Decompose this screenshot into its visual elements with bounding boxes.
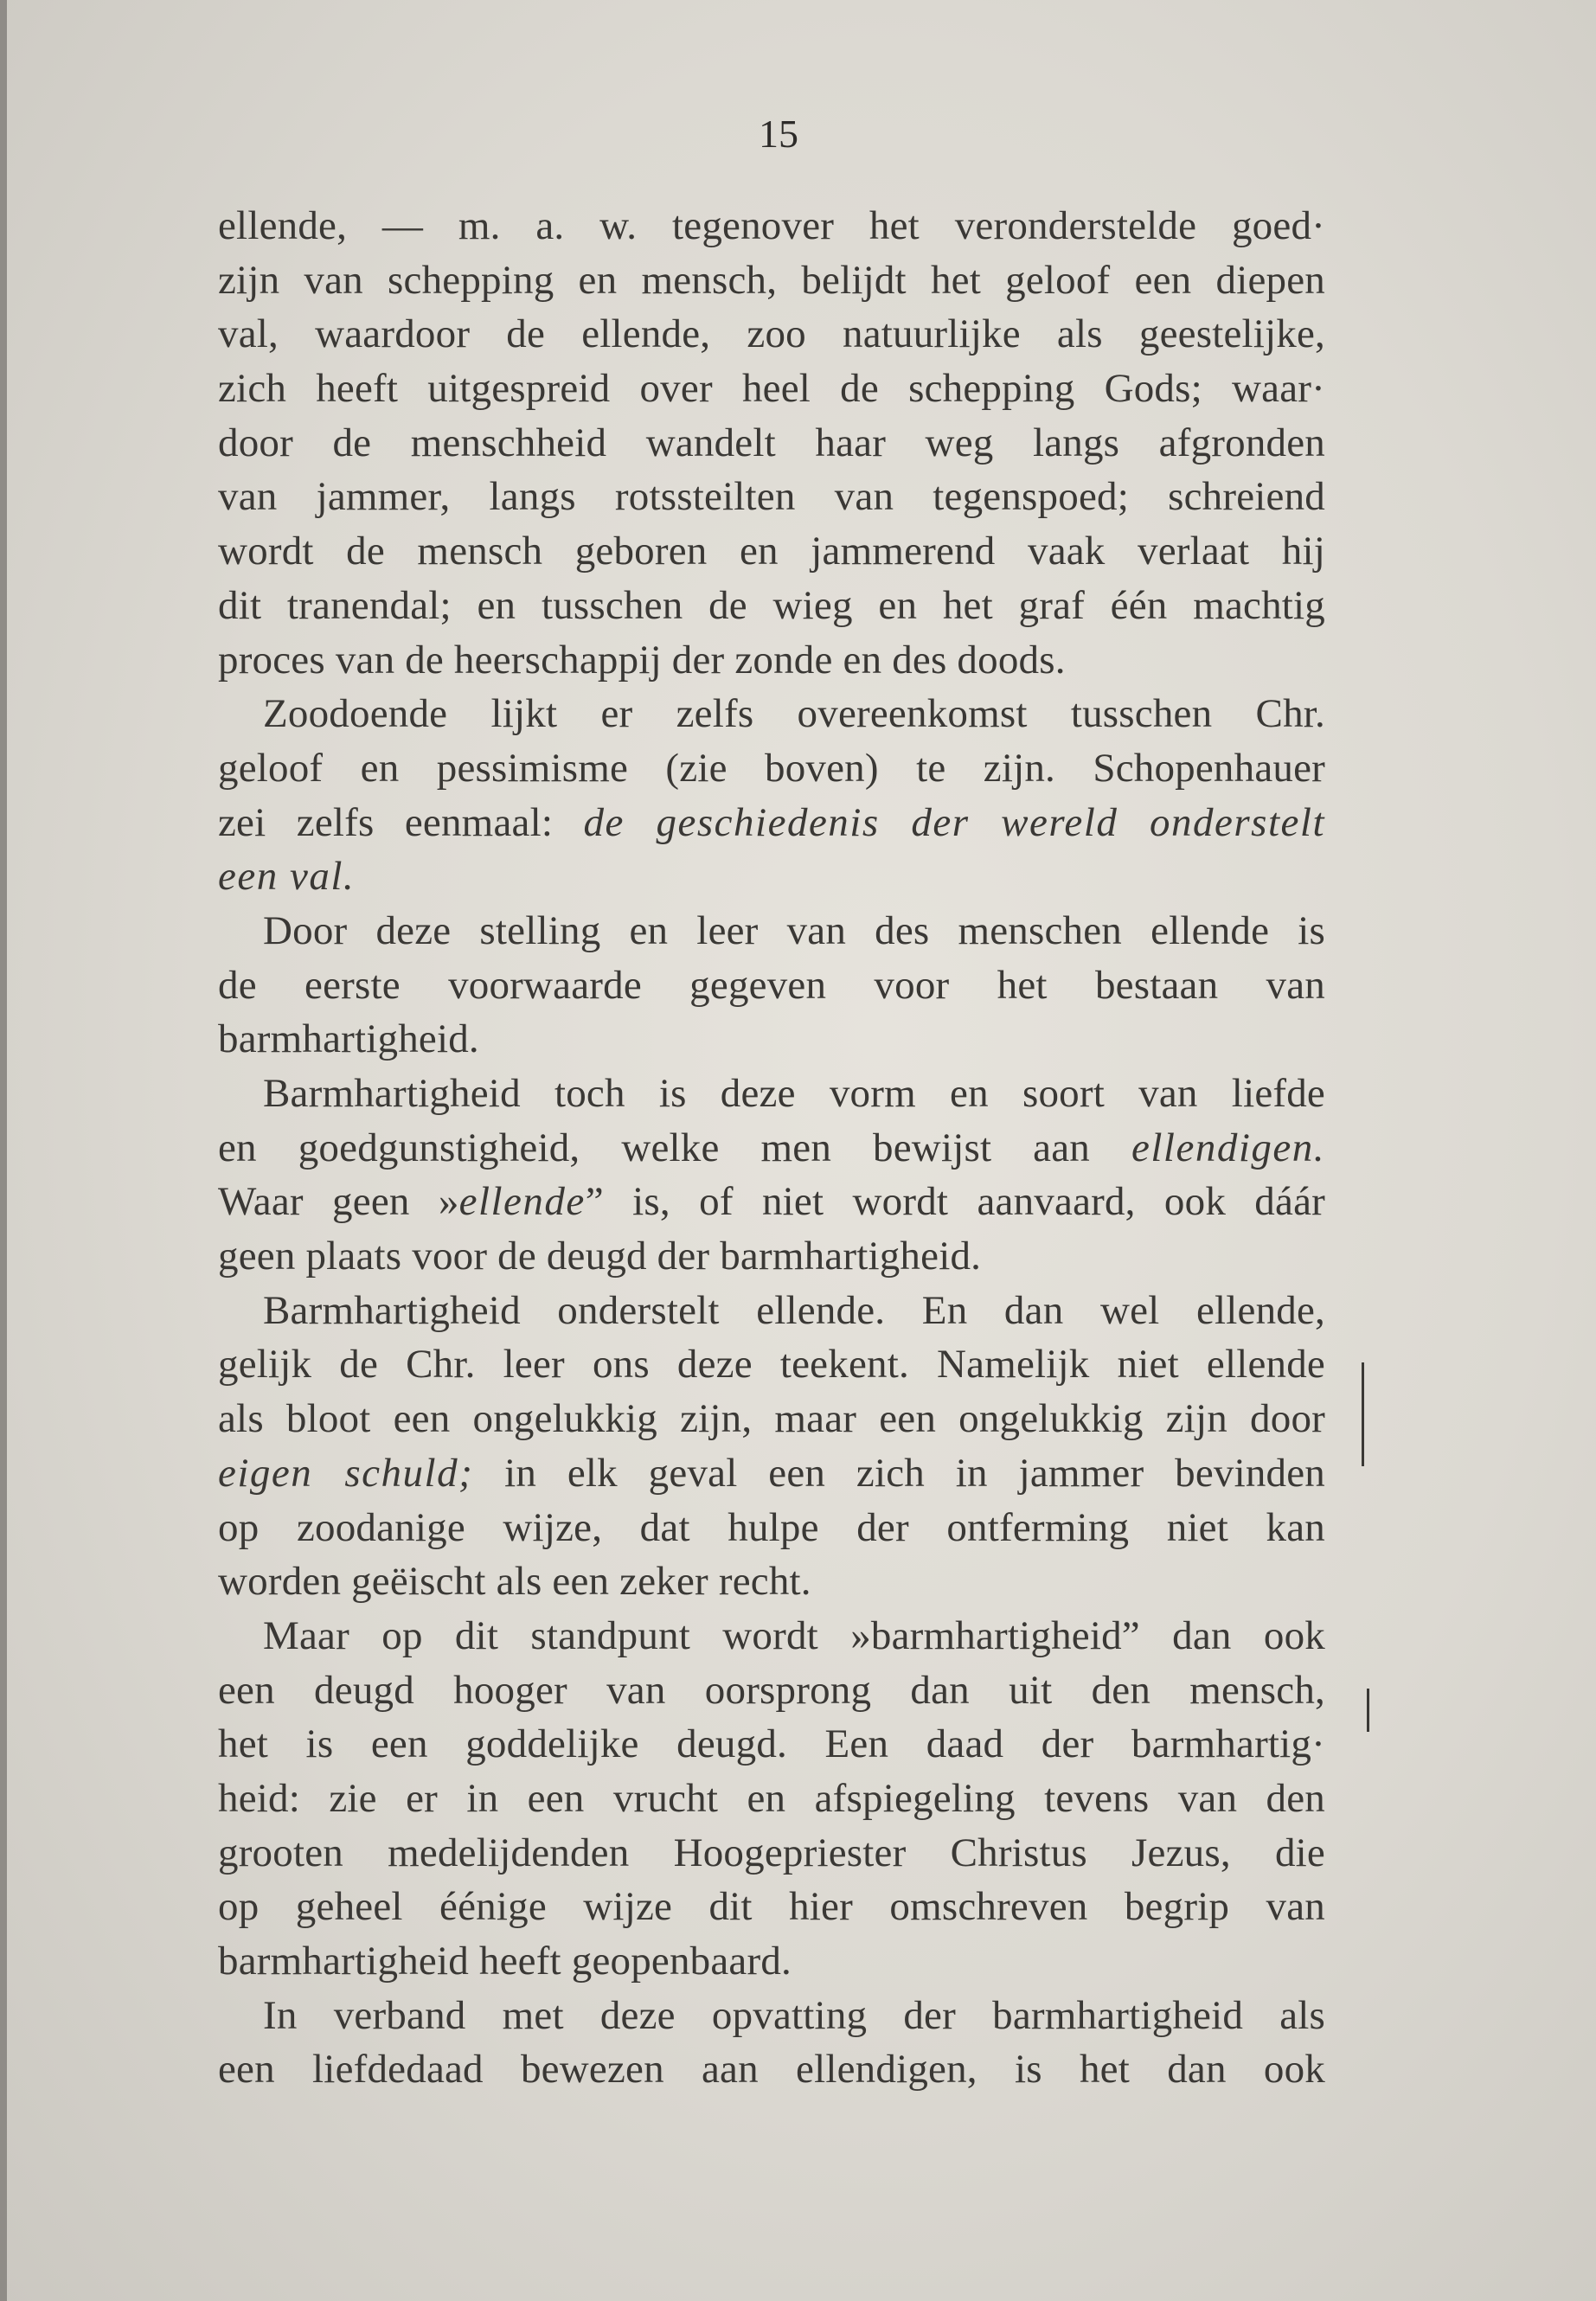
text-line: van jammer, langs rotssteilten van tegenspoed; schreiend <box>218 474 1325 520</box>
text-line: zijn van schepping en mensch, belijdt het geloof een diepen <box>218 257 1325 303</box>
text-line: een liefdedaad bewezen aan ellendigen, is het dan ook <box>218 2047 1325 2093</box>
text-line: In verband met deze opvatting der barmhartigheid als <box>263 1992 1325 2038</box>
text-line: op geheel éénige wijze dit hier omschreven begrip van <box>218 1884 1325 1930</box>
text-line: gelijk de Chr. leer ons deze teekent. Namelijk niet ellende <box>218 1342 1325 1388</box>
text-line: grooten medelijdenden Hoogepriester Christus Jezus, die <box>218 1830 1325 1875</box>
text-line: wordt de mensch geboren en jammerend vaak verlaat hij <box>218 529 1325 574</box>
italic-term: eigen schuld; <box>218 1450 474 1496</box>
italic-term: ellendigen. <box>1131 1125 1325 1170</box>
text-line: worden geëischt als een zeker recht. <box>218 1559 811 1605</box>
text-line: eigen schuld; in elk geval een zich in jammer bevinden <box>218 1450 1326 1496</box>
text-line: Barmhartigheid onderstelt ellende. En dan wel ellende, <box>263 1287 1325 1333</box>
text-line: proces van de heerschappij der zonde en des doods. <box>218 637 1066 683</box>
text-line: val, waardoor de ellende, zoo natuurlijke als geestelijke, <box>218 311 1325 357</box>
text-line: door de menschheid wandelt haar weg langs afgronden <box>218 420 1325 465</box>
text-line: de eerste voorwaarde gegeven voor het bestaan van <box>218 962 1325 1008</box>
text-line: heid: zie er in een vrucht en afspiegeling tevens van den <box>218 1775 1325 1821</box>
text-line: geloof en pessimisme (zie boven) te zijn. Schopenhauer <box>218 745 1325 791</box>
text-line: zei zelfs eenmaal: de geschiedenis der wereld onderstelt <box>218 799 1325 845</box>
text-line: dit tranendal; en tusschen de wieg en het graf één machtig <box>218 582 1325 628</box>
italic-quote: een val. <box>218 854 356 900</box>
scan-edge <box>0 0 7 2301</box>
italic-quote: de geschiedenis der wereld onderstelt <box>583 799 1325 845</box>
text-line: barmhartigheid. <box>218 1016 479 1062</box>
text-line: Waar geen »ellende” is, of niet wordt aanvaard, ook dáár <box>218 1179 1325 1225</box>
margin-pencil-mark <box>1367 1689 1369 1732</box>
text-line: Maar op dit standpunt wordt »barmhartigheid” dan ook <box>263 1612 1325 1658</box>
body-text <box>218 199 1325 2097</box>
text-line: Door deze stelling en leer van des menschen ellende is <box>263 907 1325 953</box>
text-line: barmhartigheid heeft geopenbaard. <box>218 1939 792 1984</box>
text-line: ellende, — m. a. w. tegenover het veronderstelde goed· <box>218 203 1325 248</box>
text-line <box>218 849 1325 904</box>
text-line: als bloot een ongelukkig zijn, maar een ongelukkig zijn door <box>218 1396 1325 1442</box>
page-number: 15 <box>759 112 798 156</box>
text-line: het is een goddelijke deugd. Een daad der barmhartig· <box>218 1721 1325 1767</box>
text-line: Zoodoende lijkt er zelfs overeenkomst tusschen Chr. <box>263 691 1325 737</box>
text-line: en goedgunstigheid, welke men bewijst aan ellendigen. <box>218 1125 1325 1170</box>
text-line: een deugd hooger van oorsprong dan uit den mensch, <box>218 1667 1325 1713</box>
margin-pencil-mark <box>1362 1362 1364 1466</box>
italic-term: ellende <box>458 1179 586 1225</box>
text-line: geen plaats voor de deugd der barmhartigheid. <box>218 1234 982 1279</box>
text-line: op zoodanige wijze, dat hulpe der ontferming niet kan <box>218 1504 1325 1550</box>
text-line: zich heeft uitgespreid over heel de schepping Gods; waar· <box>218 366 1325 412</box>
text-line: Barmhartigheid toch is deze vorm en soort van liefde <box>263 1071 1325 1116</box>
